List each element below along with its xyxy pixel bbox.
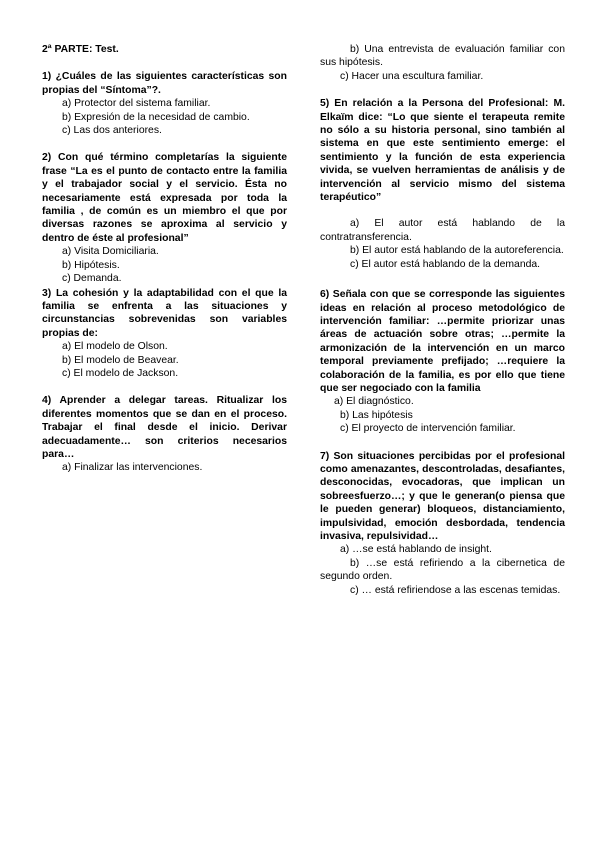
option-a: a) Protector del sistema familiar. (62, 98, 211, 110)
option-a: a) …se está hablando de insight. (340, 544, 492, 556)
question-stem: 7) Son situaciones percibidas por el profesional como amenazantes, descontroladas, desafiantes, desconocidas, evocadoras, que implican un sobreesfuerzo…; y que le generan(o piensa que le pueden generar) bloqueos, distanciamiento, impulsividad, emoción desbordada, tendencia invasiva, repulsividad… (320, 450, 565, 542)
option-b: b) …se está refiriendo a la cibernetica de segundo orden. (320, 557, 565, 583)
question-stem: 1) ¿Cuáles de las siguientes características son propias del “Síntoma”?. (42, 71, 287, 96)
option-a: a) El diagnóstico. (334, 396, 414, 408)
option-a: a) Finalizar las intervenciones. (62, 462, 203, 474)
question-stem: 6) Señala con que se corresponde las siguientes ideas en relación al proceso metodológico de intervención familiar: …permite priorizar unas áreas de actuación sobre otras; …permite la armonización de la intervención en un marco temporal previamente prefijado; …requiere la colaboración de la familia, es por ello que tiene que ser negociado con la familia (320, 289, 565, 394)
right-column (320, 43, 565, 611)
section-title: 2ª PARTE: Test. (42, 44, 119, 55)
question-stem: 4) Aprender a delegar tareas. Ritualizar los diferentes momentos que se dan en el proceso. Trabajar el final desde el inicio. Derivar adecuadamente… son criterios necesarios para… (42, 395, 287, 460)
question-1 (42, 70, 287, 137)
option-a: a) Visita Domiciliaria. (62, 246, 159, 258)
question-4-continued (320, 43, 565, 83)
question-4 (42, 394, 287, 474)
option-c: c) Demanda. (62, 273, 122, 285)
option-c: c) Las dos anteriores. (62, 125, 162, 137)
option-b: b) Expresión de la necesidad de cambio. (62, 111, 250, 123)
question-3 (42, 287, 287, 381)
question-stem: 5) En relación a la Persona del Profesional: M. Elkaïm dice: “Lo que siente el terapeuta remite no sólo a su historia personal, sino también al sistema en que este sentimiento emerge: el sentimiento y la función de esta experiencia vivida, se vuelven herramientas de análisis y de intervención al servicio mismo del sistema terapéutico” (320, 98, 565, 204)
option-c: c) … está refiriendose a las escenas temidas. (350, 584, 561, 596)
question-stem: 2) Con qué término completarías la siguiente frase “La es el punto de contacto entre la familia y el trabajador social y el servicio. Ésta no necesariamente está expresada por toda la familia , de común es un miembro el que por diversas razones se aproxima al servicio y dentro de éste al profesional” (42, 152, 287, 244)
option-c: c) El modelo de Jackson. (62, 367, 179, 379)
option-c: c) El autor está hablando de la demanda. (350, 258, 541, 270)
option-b: b) El autor está hablando de la autoreferencia. (350, 245, 564, 257)
option-b: b) Las hipótesis (340, 409, 413, 421)
left-column (42, 43, 287, 489)
option-c: c) El proyecto de intervención familiar. (340, 423, 516, 435)
option-b: b) El modelo de Beavear. (62, 354, 179, 366)
question-6 (320, 288, 565, 435)
question-2 (42, 151, 287, 285)
question-stem: 3) La cohesión y la adaptabilidad con el que la familia se enfrenta a las situaciones y circunstancias sobrevenidas son variables propias de: (42, 287, 287, 339)
option-b: b) Una entrevista de evaluación familiar con sus hipótesis. (320, 44, 565, 69)
question-7 (320, 450, 565, 597)
option-b: b) Hipótesis. (62, 259, 120, 271)
option-a: a) El modelo de Olson. (62, 341, 168, 353)
option-c: c) Hacer una escultura familiar. (340, 70, 484, 82)
question-5 (320, 97, 565, 271)
option-a: a) El autor está hablando de la contratransferencia. (320, 218, 565, 243)
